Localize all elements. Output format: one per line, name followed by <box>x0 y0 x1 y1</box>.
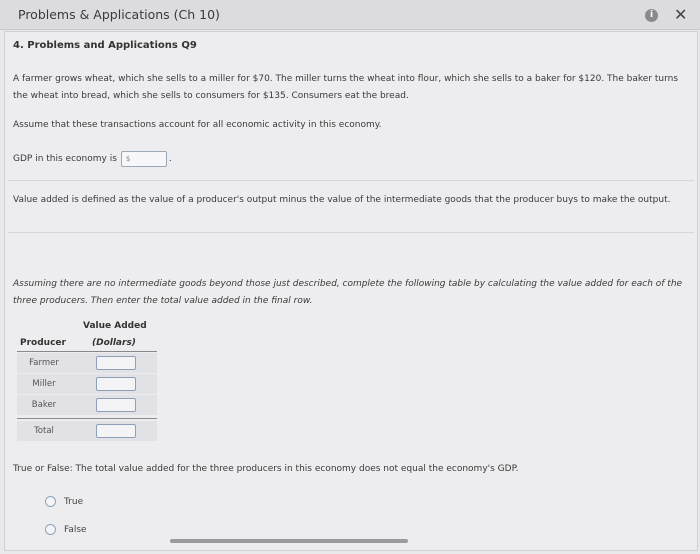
radio-option-false[interactable] <box>45 524 87 535</box>
close-icon[interactable]: ✕ <box>674 5 688 24</box>
instructions-line1: Assuming there are no intermediate goods beyond those just described, complete the following table by calculating the value added for each of the <box>13 279 683 289</box>
radio-label-false: False <box>64 524 87 535</box>
gdp-input[interactable] <box>121 151 167 167</box>
value-added-header: Value Added <box>83 321 147 331</box>
assumption-text: Assume that these transactions account for all economic activity in this economy. <box>13 120 382 130</box>
true-false-prompt: True or False: The total value added for the three producers in this economy does not equal the economy's GDP. <box>13 464 519 474</box>
radio-label-true: True <box>64 496 84 507</box>
farmer-value-input[interactable] <box>96 356 136 370</box>
baker-value-input[interactable] <box>96 398 136 412</box>
gdp-placeholder: $ <box>125 155 131 163</box>
total-value-input[interactable] <box>96 424 136 438</box>
row-label-farmer: Farmer <box>29 358 59 368</box>
instructions-line2: three producers. Then enter the total value added in the final row. <box>13 296 313 306</box>
table-header-rule <box>17 351 157 352</box>
radio-option-true[interactable] <box>45 496 83 507</box>
units-header: (Dollars) <box>92 338 136 348</box>
divider <box>8 232 694 233</box>
problem-text-line2: the wheat into bread, which she sells to consumers for $135. Consumers eat the bread. <box>13 91 409 101</box>
row-label-total: Total <box>34 426 54 436</box>
title-bar <box>0 0 700 30</box>
radio-button[interactable] <box>45 524 56 535</box>
gdp-suffix: . <box>168 154 172 164</box>
gdp-row <box>13 151 172 167</box>
miller-value-input[interactable] <box>96 377 136 391</box>
table-total-rule <box>17 418 157 419</box>
radio-button[interactable] <box>45 496 56 507</box>
horizontal-scrollbar[interactable] <box>170 539 408 543</box>
divider <box>8 180 694 181</box>
value-added-definition: Value added is defined as the value of a producer's output minus the value of the intermediate goods that the producer buys to make the output. <box>13 195 671 205</box>
gdp-label: GDP in this economy is <box>13 154 117 164</box>
producer-header: Producer <box>20 338 66 348</box>
window-title: Problems & Applications (Ch 10) <box>18 7 220 22</box>
question-heading: 4. Problems and Applications Q9 <box>13 40 197 51</box>
info-icon[interactable]: i <box>645 9 658 22</box>
problem-text-line1: A farmer grows wheat, which she sells to a miller for $70. The miller turns the wheat into flour, which she sells to a baker for $120. The baker turns <box>13 74 679 84</box>
row-label-baker: Baker <box>31 400 57 410</box>
row-label-miller: Miller <box>32 379 56 389</box>
